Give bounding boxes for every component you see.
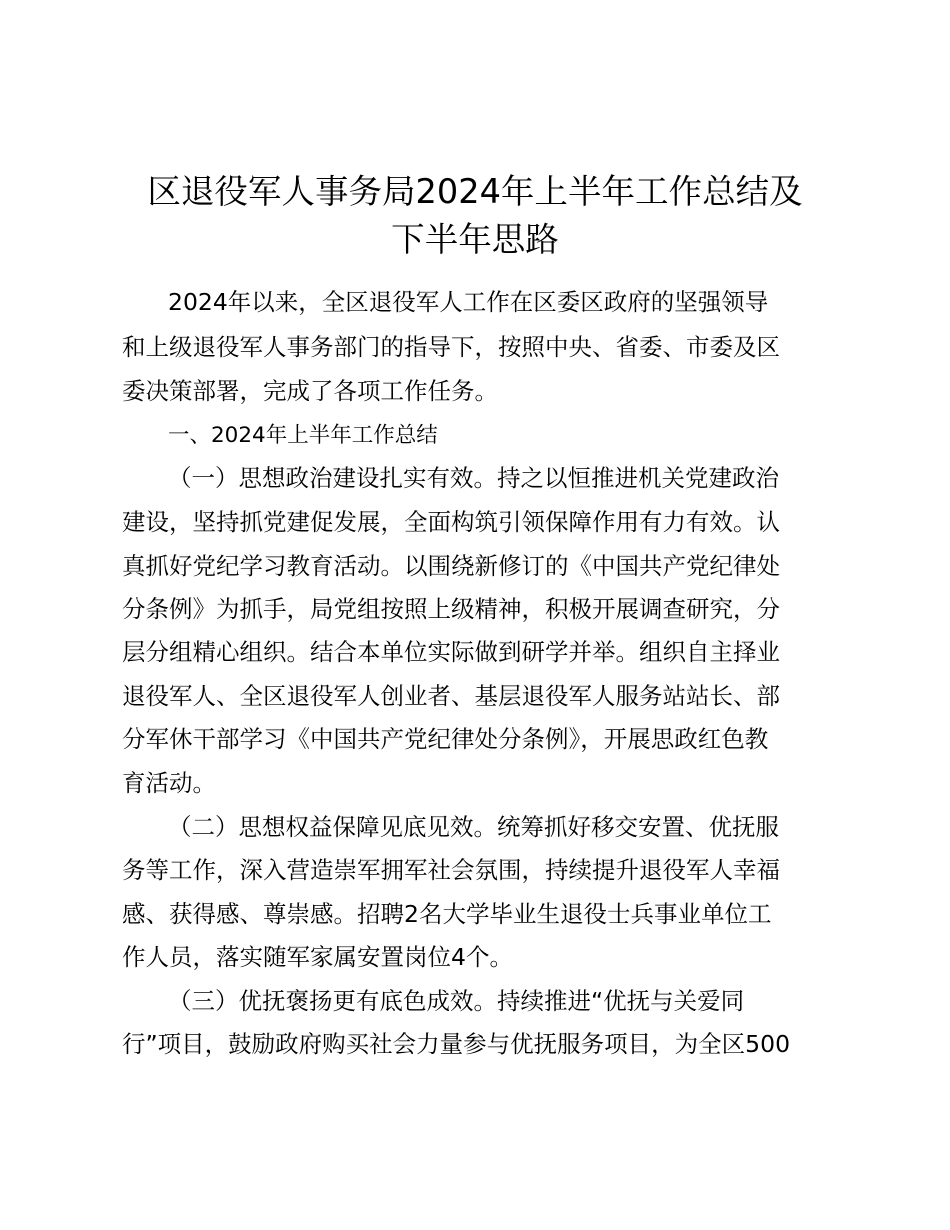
paragraph-intro-line-1: 2024年以来，全区退役军人工作在区委区政府的坚强领导	[168, 288, 769, 316]
document-title-line-1: 区退役军人事务局2024年上半年工作总结及	[147, 172, 803, 211]
paragraph-1-line-5: 层分组精心组织。结合本单位实际做到研学并举。组织自主择业	[122, 638, 780, 666]
paragraph-3-line-1: （三）优抚褒扬更有底色成效。持续推进“优抚与关爱同	[168, 987, 745, 1015]
document-title-line-2: 下半年思路	[391, 220, 559, 259]
paragraph-1-line-3: 真抓好党纪学习教育活动。以围绕新修订的《中国共产党纪律处	[122, 552, 780, 580]
paragraph-1-line-7: 分军休干部学习《中国共产党纪律处分条例》，开展思政红色教	[122, 725, 769, 753]
paragraph-1-line-4: 分条例》为抓手，局党组按照上级精神，积极开展调查研究，分	[122, 595, 780, 623]
paragraph-2-line-3: 感、获得感、尊崇感。招聘2名大学毕业生退役士兵事业单位工	[122, 900, 772, 928]
paragraph-1-line-6: 退役军人、全区退役军人创业者、基层退役军人服务站站长、部	[122, 682, 780, 710]
paragraph-intro-line-2: 和上级退役军人事务部门的指导下，按照中央、省委、市委及区	[122, 333, 780, 361]
paragraph-3-line-2: 行”项目，鼓励政府购买社会力量参与优抚服务项目，为全区500	[122, 1030, 791, 1058]
section-heading-1: 一、2024年上半年工作总结	[168, 423, 438, 448]
paragraph-2-line-4: 作人员，落实随军家属安置岗位4个。	[122, 943, 513, 971]
paragraph-1-line-1: （一）思想政治建设扎实有效。持之以恒推进机关党建政治	[168, 464, 779, 492]
paragraph-2-line-2: 务等工作，深入营造崇军拥军社会氛围，持续提升退役军人幸福	[122, 856, 780, 884]
paragraph-1-line-8: 育活动。	[122, 769, 216, 797]
paragraph-1-line-2: 建设，坚持抓党建促发展，全面构筑引领保障作用有力有效。认	[122, 508, 780, 536]
paragraph-intro-line-3: 委决策部署，完成了各项工作任务。	[122, 377, 498, 405]
paragraph-2-line-1: （二）思想权益保障见底见效。统筹抓好移交安置、优抚服	[168, 813, 779, 841]
